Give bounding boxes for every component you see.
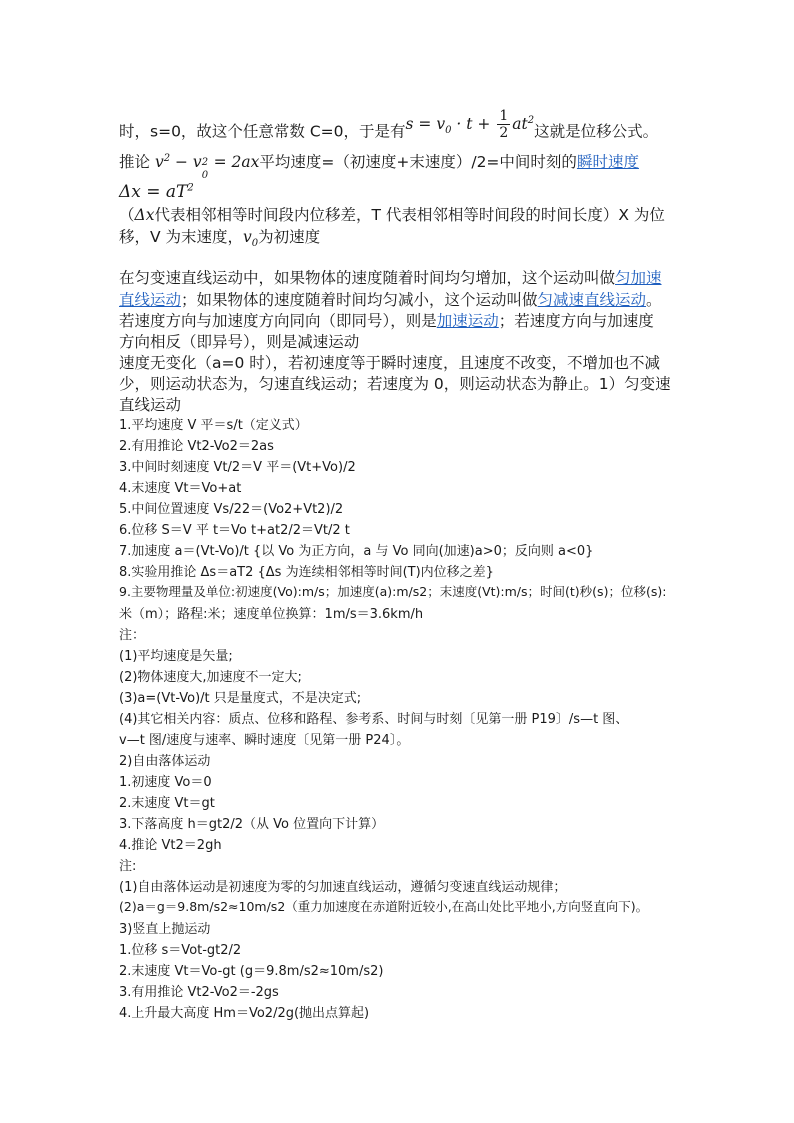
formula-list-item: 9.主要物理量及单位:初速度(Vo):m/s；加速度(a):m/s2；末速度(Vt):m/s；时间(t)秒(s)；位移(s):	[119, 584, 667, 599]
paragraph-line: 直线运动	[119, 396, 182, 414]
formula-list-item: 3.有用推论 Vt2-Vo2＝-2gs	[119, 985, 279, 1000]
section-heading: 2)自由落体运动	[119, 754, 211, 769]
paragraph-line: 方向相反（即异号），则是减速运动	[119, 333, 360, 351]
velocity-squared-formula: $v^2 - v$ 2 0 = 2ax	[154, 152, 260, 181]
accelerated-motion-link[interactable]: 加速运动	[436, 312, 499, 330]
note-item: (1)自由落体运动是初速度为零的匀加速直线运动，遵循匀变速直线运动规律；	[119, 880, 567, 895]
formula-list-item: 3.下落高度 h＝gt2/2（从 Vo 位置向下计算）	[119, 817, 385, 832]
formula-list-item: 2.末速度 Vt＝gt	[119, 796, 215, 811]
note-item: v—t 图/速度与速率、瞬时速度〔见第一册 P24〕。	[119, 733, 410, 748]
formula-list-item: 4.上升最大高度 Hm＝Vo2/2g(抛出点算起)	[119, 1006, 370, 1021]
line-text: 时，s=0，故这个任意常数 C=0，于是有	[119, 122, 406, 141]
instantaneous-velocity-link[interactable]: 瞬时速度	[576, 153, 639, 171]
formula-list-item: 7.加速度 a＝(Vt-Vo)/t {以 Vo 为正方向，a 与 Vo 同向(加速)a>0；反向则 a<0}	[119, 544, 594, 559]
paragraph-line: 若速度方向与加速度方向同向（即同号），则是加速运动；若速度方向与加速度	[119, 312, 654, 330]
line-text: 这就是位移公式。	[534, 122, 659, 141]
v0-symbol: $v_0$	[243, 228, 259, 250]
formula-list-item: 5.中间位置速度 Vs/22＝(Vo2+Vt2)/2	[119, 502, 344, 517]
note-item: (1)平均速度是矢量;	[119, 649, 233, 664]
uniform-acceleration-link[interactable]: 匀加速	[615, 269, 662, 287]
section-heading: 3)竖直上抛运动	[119, 922, 211, 937]
definition-line-2: 移，V 为末速度，$v_0$为初速度	[119, 228, 321, 250]
formula-list-item: 4.末速度 Vt＝Vo+at	[119, 481, 242, 496]
paragraph-line: 在匀变速直线运动中，如果物体的速度随着时间均匀增加，这个运动叫做匀加速	[119, 269, 662, 287]
formula-list-item: 1.初速度 Vo＝0	[119, 775, 212, 790]
note-item: (3)a=(Vt-Vo)/t 只是量度式，不是决定式;	[119, 691, 362, 706]
note-item: (4)其它相关内容：质点、位移和路程、参考系、时间与时刻〔见第一册 P19〕/s—t 图、	[119, 712, 629, 727]
formula-list-item: 8.实验用推论 Δs＝aT2 {Δs 为连续相邻相等时间(T)内位移之差}	[119, 565, 494, 580]
displacement-formula: $s = v_0 \cdot t$ + $\frac{1}{2}$ $at^2$	[405, 108, 535, 141]
definition-line-1: （Δx代表相邻相等时间段内位移差，T 代表相邻相等时间段的时间长度）X 为位	[119, 206, 665, 224]
note-heading: 注:	[119, 859, 137, 874]
uniform-deceleration-link[interactable]: 匀减速直线运动	[537, 291, 647, 309]
formula-list-item: 米（m）；路程:米；速度单位换算：1m/s＝3.6km/h	[119, 607, 424, 622]
formula-list-item: 2.有用推论 Vt2-Vo2＝2as	[119, 439, 274, 454]
note-item: (2)a＝g＝9.8m/s2≈10m/s2（重力加速度在赤道附近较小,在高山处比平地小,方向竖直向下)。	[119, 899, 649, 914]
delta-x-formula: $\Delta x = aT^2$	[119, 182, 194, 202]
formula-list-item: 4.推论 Vt2＝2gh	[119, 838, 222, 853]
formula-list-item: 1.位移 s＝Vot-gt2/2	[119, 943, 242, 958]
uniform-acceleration-link-cont[interactable]: 直线运动	[119, 291, 182, 309]
displacement-formula-line	[119, 108, 659, 149]
formula-list-item: 2.末速度 Vt＝Vo-gt (g＝9.8m/s2≈10m/s2)	[119, 964, 384, 979]
corollary-line: 推论 $v^2 - v$ 2 0 = 2ax平均速度=（初速度+末速度）/2=中间时刻的瞬时速度	[119, 152, 639, 181]
paragraph-line: 少，则运动状态为，匀速直线运动；若速度为 0，则运动状态为静止。1）匀变速	[119, 375, 671, 393]
note-item: (2)物体速度大,加速度不一定大;	[119, 670, 302, 685]
paragraph-line: 速度无变化（a=0 时），若初速度等于瞬时速度，且速度不改变，不增加也不减	[119, 354, 661, 372]
formula-list-item: 1.平均速度 V 平＝s/t（定义式）	[119, 418, 308, 433]
formula-list-item: 3.中间时刻速度 Vt/2＝V 平＝(Vt+Vo)/2	[119, 460, 356, 475]
formula-list-item: 6.位移 S＝V 平 t＝Vo t+at2/2＝Vt/2 t	[119, 523, 350, 538]
paragraph-line: 直线运动；如果物体的速度随着时间均匀减小，这个运动叫做匀减速直线运动。	[119, 291, 662, 309]
note-heading: 注：	[119, 628, 146, 643]
